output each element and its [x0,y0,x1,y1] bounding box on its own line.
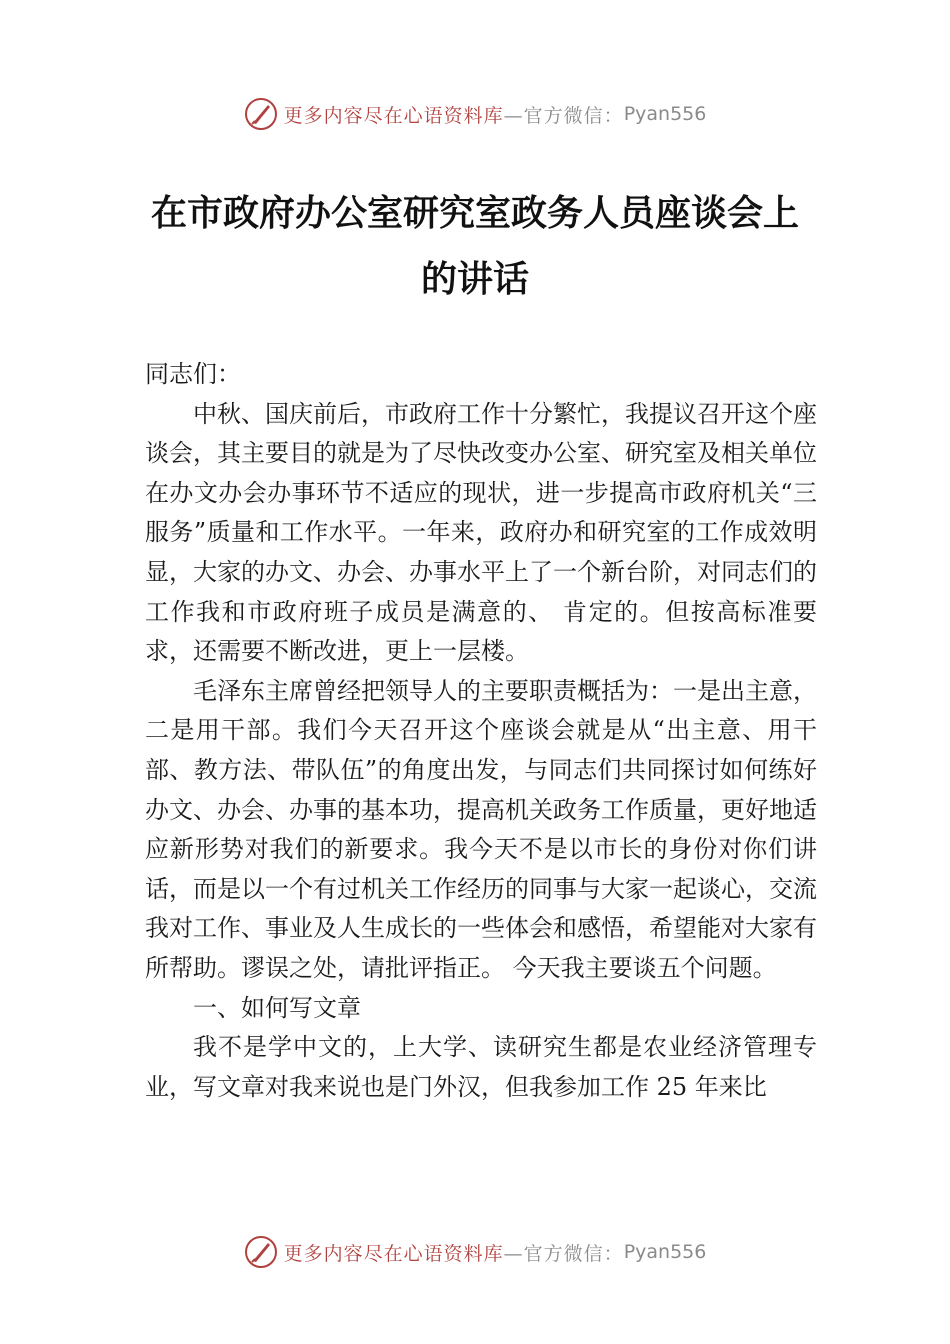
header-banner [0,94,950,134]
paragraph: 毛泽东主席曾经把领导人的主要职责概括为：一是出主意，二是用干部。我们今天召开这个座谈会就是从“出主意、用干部、教方法、带队伍”的角度出发，与同志们共同探讨如何练好办文、办会、办事的基本功，提高机关政务工作质量，更好地适应新形势对我们的新要求。我今天不是以市长的身份对你们讲话，而是以一个有过机关工作经历的同事与大家一起谈心，交流我对工作、事业及人生成长的一些体会和感悟，希望能对大家有所帮助。谬误之处，请批评指正。 今天我主要谈五个问题。 [145,676,817,982]
quill-logo-icon [244,97,278,131]
banner-wechat-id: Pyan556 [623,1241,707,1263]
paragraph: 我不是学中文的，上大学、读研究生都是农业经济管理专业，写文章对我来说也是门外汉，但我参加工作 25 年来比 [145,1033,817,1101]
document-title-line2: 的讲话 [420,258,529,300]
banner-wechat-label: —官方微信： [503,1242,624,1265]
document-body [145,355,817,1107]
banner-text: 更多内容尽在心语资料库 [283,104,504,127]
document-title-line1: 在市政府办公室研究室政务人员座谈会上 [150,192,799,234]
section-heading: 一、如何写文章 [193,993,361,1022]
banner-text: 更多内容尽在心语资料库 [283,1242,504,1265]
quill-logo-icon [244,1235,278,1269]
banner-wechat-label: —官方微信： [503,104,624,127]
paragraph: 中秋、国庆前后，市政府工作十分繁忙，我提议召开这个座谈会，其主要目的就是为了尽快改变办公室、研究室及相关单位在办文办会办事环节不适应的现状，进一步提高市政府机关“三服务”质量和工作水平。一年来，政府办和研究室的工作成效明显，大家的办文、办会、办事水平上了一个新台阶，对同志们的工作我和市政府班子成员是满意的、 肯定的。但按高标准要求，还需要不断改进，更上一层楼。 [145,399,817,666]
banner-wechat-id: Pyan556 [623,103,707,125]
footer-banner [0,1232,950,1272]
salutation: 同志们： [145,360,241,388]
